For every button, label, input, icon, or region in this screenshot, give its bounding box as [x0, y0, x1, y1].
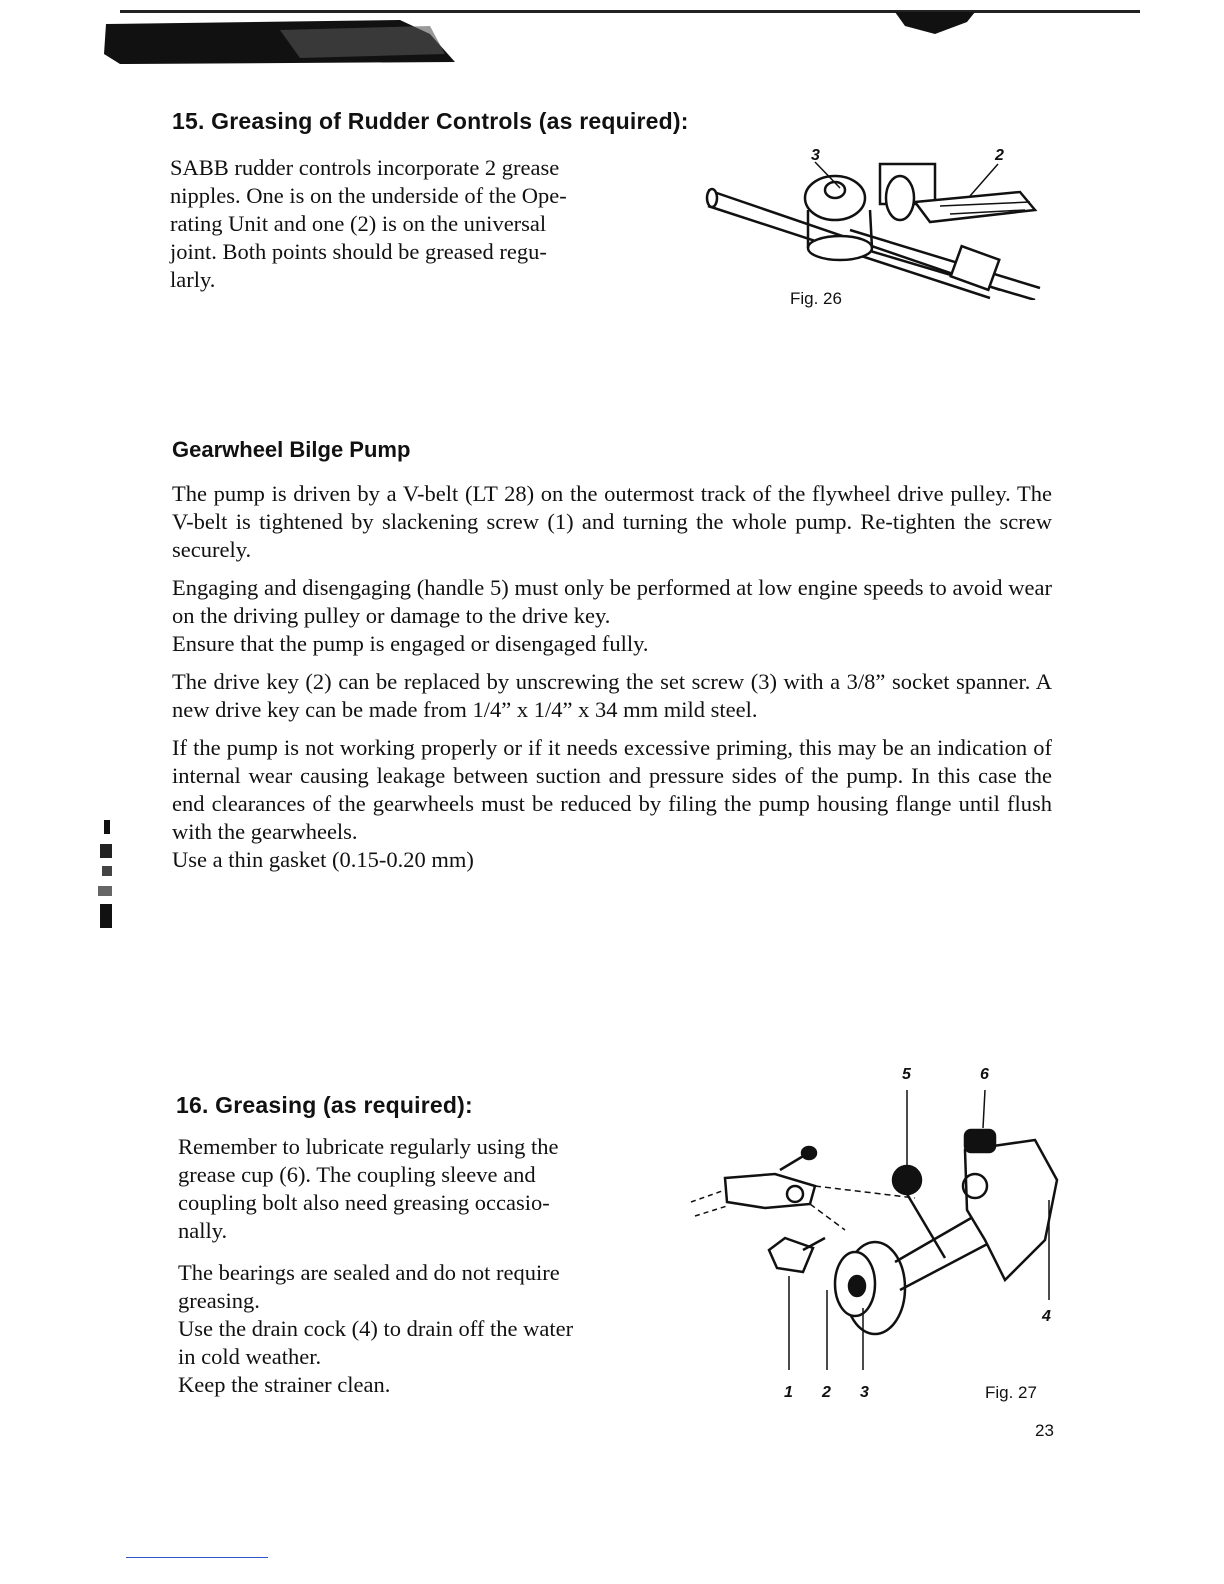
fig-26-caption: Fig. 26 — [790, 289, 842, 308]
margin-scan-mark — [92, 820, 114, 930]
top-rule — [120, 10, 1140, 13]
text-line: rating Unit and one (2) is on the universal — [170, 211, 547, 236]
text-line: Use the drain cock (4) to drain off the water — [178, 1316, 574, 1341]
fig27-callout-6: 6 — [980, 1066, 989, 1083]
fig27-callout-3: 3 — [860, 1384, 869, 1401]
paragraph: Ensure that the pump is engaged or disengaged fully. — [172, 631, 649, 656]
section-16-text — [178, 1133, 658, 1399]
text-line: The bearings are sealed and do not require — [178, 1260, 560, 1285]
text-line: joint. Both points should be greased regu- — [170, 239, 547, 264]
paragraph: Engaging and disengaging (handle 5) must only be performed at low engine speeds to avoid wear on the driving pulley or damage to the drive key. — [172, 575, 1052, 628]
header-ink-bar — [100, 14, 460, 66]
text-line: coupling bolt also need greasing occasio- — [178, 1190, 550, 1215]
fig-27-caption: Fig. 27 — [985, 1383, 1037, 1402]
text-line: Keep the strainer clean. — [178, 1372, 391, 1397]
fig27-callout-1: 1 — [784, 1384, 793, 1401]
section-15-heading: 15. Greasing of Rudder Controls (as required): — [172, 108, 689, 134]
fig27-callout-4: 4 — [1042, 1308, 1051, 1325]
text-line: nally. — [178, 1218, 228, 1243]
text-line: larly. — [170, 267, 216, 292]
bilge-pump-illustration — [685, 1090, 1065, 1380]
page-number: 23 — [1035, 1421, 1054, 1440]
text-line: grease cup (6). The coupling sleeve and — [178, 1162, 536, 1187]
paragraph: Use a thin gasket (0.15-0.20 mm) — [172, 847, 474, 872]
paragraph: If the pump is not working properly or if it needs excessive priming, this may be an indication of internal wear causing leakage between suction and pressure sides of the pump. In this case the end clearances of the gearwheels must be reduced by filing the pump housing flange until flush with the gearwheels. — [172, 735, 1052, 844]
fig27-callout-2: 2 — [822, 1384, 831, 1401]
text-line: in cold weather. — [178, 1344, 322, 1369]
text-line: SABB rudder controls incorporate 2 grease — [170, 155, 560, 180]
bilge-pump-text — [172, 480, 1052, 874]
text-line: Remember to lubricate regularly using the — [178, 1134, 559, 1159]
paragraph: The drive key (2) can be replaced by unscrewing the set screw (3) with a 3/8” socket spanner. A new drive key can be made from 1/4” x 1/4” x 34 mm mild steel. — [172, 669, 1052, 722]
fig26-callout-3: 3 — [811, 147, 820, 164]
section-15-text — [170, 154, 650, 294]
bottom-rule — [126, 1557, 268, 1558]
text-line: nipples. One is on the underside of the Ope- — [170, 183, 567, 208]
header-tab-mark — [895, 12, 975, 36]
text-line: greasing. — [178, 1288, 260, 1313]
section-16-heading: 16. Greasing (as required): — [176, 1092, 473, 1118]
paragraph: The pump is driven by a V-belt (LT 28) on the outermost track of the flywheel drive pulley. The V-belt is tightened by slackening screw (1) and turning the whole pump. Re-tighten the screw securely. — [172, 481, 1052, 562]
fig26-callout-2: 2 — [995, 147, 1004, 164]
fig27-callout-5: 5 — [902, 1066, 911, 1083]
bilge-pump-heading: Gearwheel Bilge Pump — [172, 437, 411, 462]
